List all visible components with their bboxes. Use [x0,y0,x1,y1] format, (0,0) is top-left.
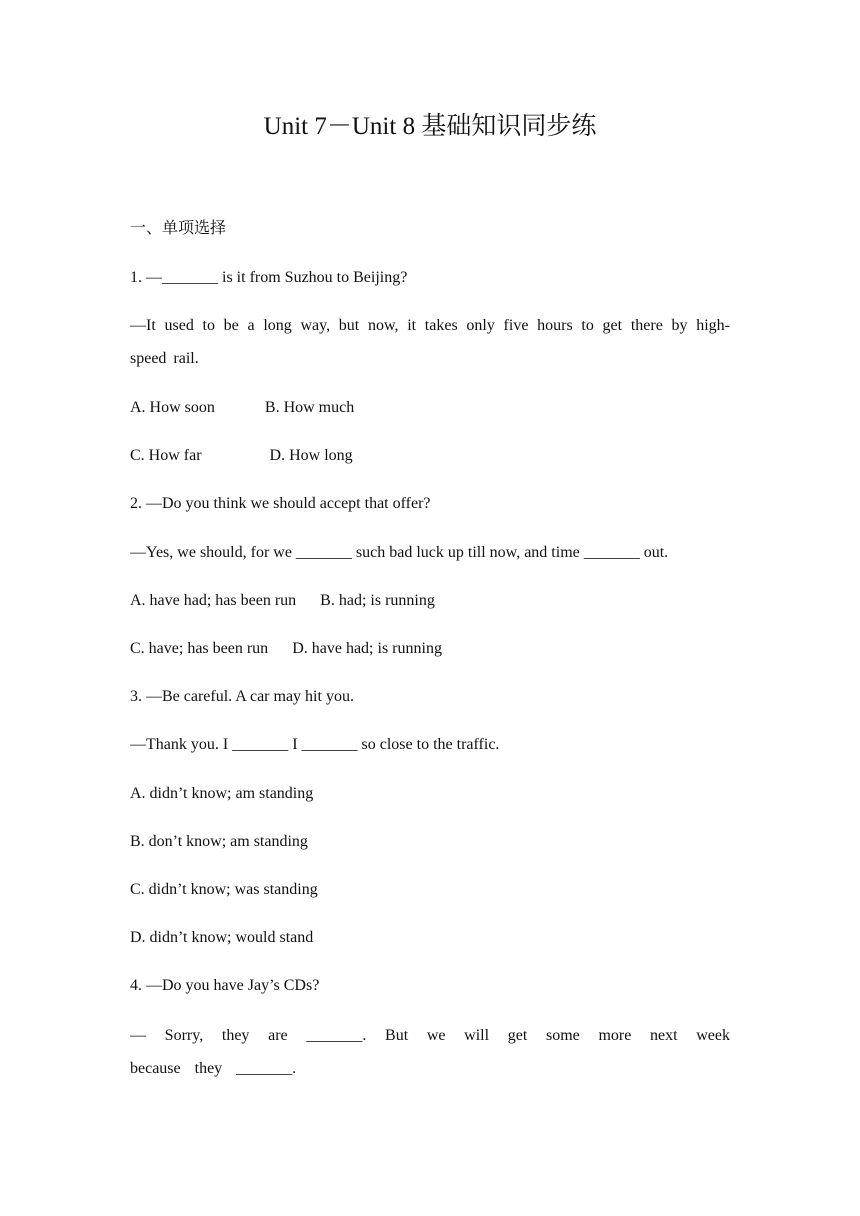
question-4-stem: 4. —Do you have Jay’s CDs? [130,977,320,994]
question-1-stem: 1. —_______ is it from Suzhou to Beijing? [130,269,408,286]
question-3-option-d: D. didn’t know; would stand [130,929,314,946]
question-4-reply: — Sorry, they are _______. But we will get some more next week because they _______. [130,1027,730,1077]
question-1-options-row-1 [130,397,354,419]
question-3-option-a: A. didn’t know; am standing [130,785,314,802]
section-heading: 一、单项选择 [130,220,227,237]
page-title: Unit 7－Unit 8 基础知识同步练 [263,113,597,140]
question-3-option-b: B. don’t know; am standing [130,833,308,850]
question-1-option-b: B. How much [264,399,355,416]
question-2-reply: —Yes, we should, for we _______ such bad luck up till now, and time _______ out. [130,544,669,561]
question-2-options-row-2 [130,638,442,660]
question-1-option-c: C. How far [130,447,202,464]
question-1-options-row-2 [130,445,353,467]
question-2-option-d: D. have had; is running [292,640,442,657]
question-3-stem: 3. —Be careful. A car may hit you. [130,688,354,705]
question-2-option-a: A. have had; has been run [130,592,297,609]
question-3-reply: —Thank you. I _______ I _______ so close to the traffic. [130,736,500,753]
question-3-option-c: C. didn’t know; was standing [130,881,318,898]
question-2-stem: 2. —Do you think we should accept that offer? [130,495,431,512]
question-1-option-a: A. How soon [130,399,215,416]
question-1-option-d: D. How long [269,447,353,464]
question-2-option-c: C. have; has been run [130,640,269,657]
question-2-option-b: B. had; is running [320,592,435,609]
question-2-options-row-1 [130,590,435,612]
question-1-reply: —It used to be a long way, but now, it takes only five hours to get there by high-speed rail. [130,317,730,367]
